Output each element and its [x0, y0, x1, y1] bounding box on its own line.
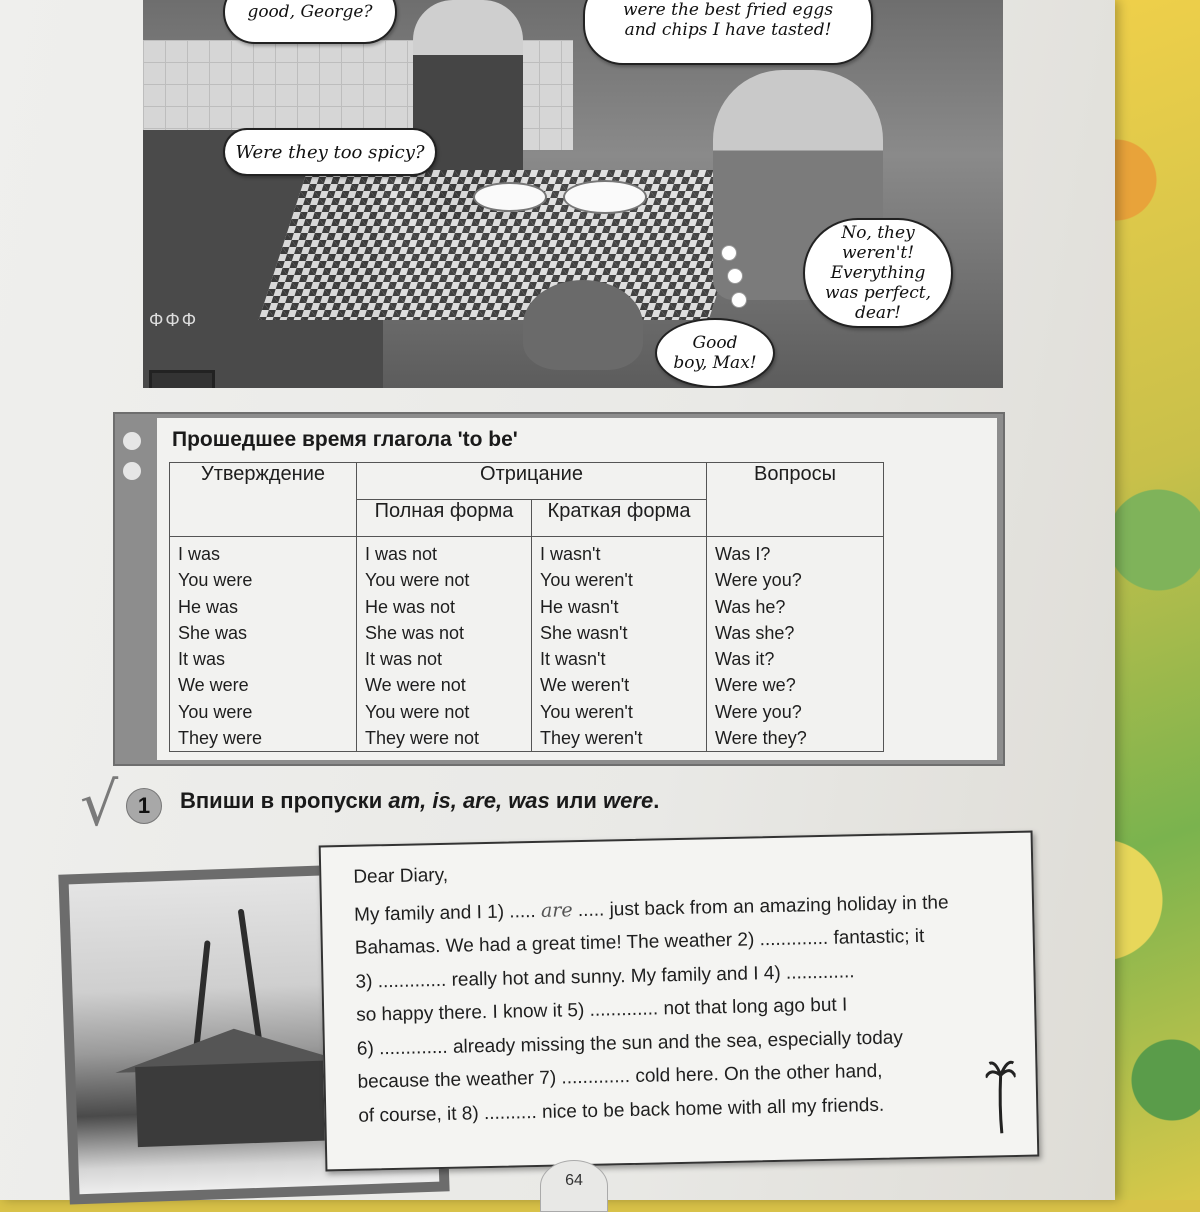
exercise-title-words: am, is, are, was: [388, 788, 550, 813]
form-item: They were not: [365, 728, 480, 749]
binder-hole: [123, 432, 141, 450]
binder-hole: [123, 462, 141, 480]
form-item: Were you?: [715, 701, 802, 722]
questions-column: [707, 537, 884, 752]
header-short-form: Краткая форма: [532, 500, 707, 537]
diary-line-start: My family and I 1) .....: [353, 900, 536, 926]
diary-line: because the weather 7) ............. cold here. On the other hand,: [357, 1060, 883, 1093]
exercise-title: [180, 788, 659, 814]
diary-line: of course, it 8) .......... nice to be back home with all my friends.: [358, 1094, 885, 1127]
grammar-table: [169, 462, 884, 752]
form-item: Was she?: [715, 622, 795, 643]
form-item: You weren't: [540, 570, 633, 591]
kitchen-illustration: [143, 0, 1003, 388]
speech-bubble-dog: [655, 318, 775, 388]
diary-line: Bahamas. We had a great time! The weather 2) ............. fantastic; it: [354, 925, 925, 959]
form-item: You were: [178, 701, 253, 722]
palm-tree-icon: [985, 1055, 1017, 1136]
diary-line: 6) ............. already missing the sun and the sea, especially today: [356, 1026, 904, 1060]
form-item: He was: [178, 596, 239, 617]
bubble-text: No, they weren't! Everything was perfect, dear!: [825, 223, 931, 323]
form-item: Was it?: [715, 649, 775, 670]
oven-door: [149, 370, 215, 388]
exercise-title-last: were: [603, 788, 654, 813]
page-number: 64: [540, 1160, 608, 1212]
thought-dot: [721, 245, 737, 261]
form-item: You were not: [365, 701, 470, 722]
form-item: We were not: [365, 675, 466, 696]
speech-bubble-spicy: [223, 128, 437, 176]
exercise-title-end: .: [653, 788, 660, 813]
form-item: I was: [178, 544, 221, 564]
form-item: He was not: [365, 596, 456, 617]
grammar-box: [113, 412, 1005, 766]
diary-line: 3) ............. really hot and sunny. My family and I 4) .............: [355, 960, 855, 993]
form-item: We weren't: [540, 675, 630, 696]
form-item: They were: [178, 728, 263, 749]
diary-text: [353, 847, 1009, 1133]
bubble-text: good, George?: [247, 2, 373, 22]
exercise-number-badge: 1: [126, 788, 162, 824]
exercise-title-prefix: Впиши в пропуски: [180, 788, 389, 813]
form-item: He wasn't: [540, 596, 619, 617]
form-item: We were: [178, 675, 249, 696]
negative-full-column: [357, 537, 532, 752]
header-negative: Отрицание: [357, 463, 707, 500]
form-item: She wasn't: [540, 622, 628, 643]
form-item: Were you?: [715, 570, 802, 591]
oven-knobs: ΦΦΦ: [149, 310, 199, 330]
beach-hut: [135, 1060, 338, 1147]
form-item: Was I?: [715, 544, 771, 564]
form-item: Were they?: [715, 728, 807, 749]
negative-short-column: [532, 537, 707, 752]
form-item: She was not: [365, 622, 465, 643]
form-item: I wasn't: [540, 544, 601, 564]
diary-greeting: Dear Diary,: [353, 864, 449, 888]
bubble-text: were the best fried eggs and chips I have tasted!: [622, 0, 834, 40]
diary-line: so happy there. I know it 5) ............. not that long ago but I: [356, 994, 848, 1026]
bubble-text: Were they too spicy?: [235, 141, 425, 163]
pencil-check-mark: √: [80, 770, 119, 840]
exercise-title-mid: или: [549, 788, 604, 813]
form-item: She was: [178, 622, 248, 643]
form-item: They weren't: [540, 728, 643, 749]
form-item: You weren't: [540, 701, 633, 722]
header-full-form: Полная форма: [357, 500, 532, 537]
form-item: You were: [178, 570, 253, 591]
plate: [563, 180, 647, 214]
header-questions: Вопросы: [707, 463, 884, 537]
affirmative-column: [170, 537, 357, 752]
speech-bubble-top-left: [223, 0, 397, 44]
form-item: Was he?: [715, 596, 786, 617]
form-item: Were we?: [715, 675, 796, 696]
form-item: It was: [178, 649, 226, 670]
grammar-panel: [157, 418, 997, 760]
header-affirmative: Утверждение: [170, 463, 357, 537]
diary-card: [319, 831, 1040, 1172]
thought-dot: [731, 292, 747, 308]
grammar-title: Прошедшее время глагола 'to be': [172, 428, 518, 451]
form-item: It was not: [365, 649, 443, 670]
thought-dot: [727, 268, 743, 284]
handwritten-answer[interactable]: are: [540, 898, 573, 922]
diary-line-end: ..... just back from an amazing holiday in the: [577, 891, 949, 921]
speech-bubble-top-right: [583, 0, 873, 65]
form-item: You were not: [365, 570, 470, 591]
speech-bubble-reply: [803, 218, 953, 328]
dog-figure: [523, 280, 643, 370]
bubble-text: Good boy, Max!: [673, 333, 757, 373]
form-item: I was not: [365, 544, 438, 564]
plate: [473, 182, 547, 212]
form-item: It wasn't: [540, 649, 606, 670]
